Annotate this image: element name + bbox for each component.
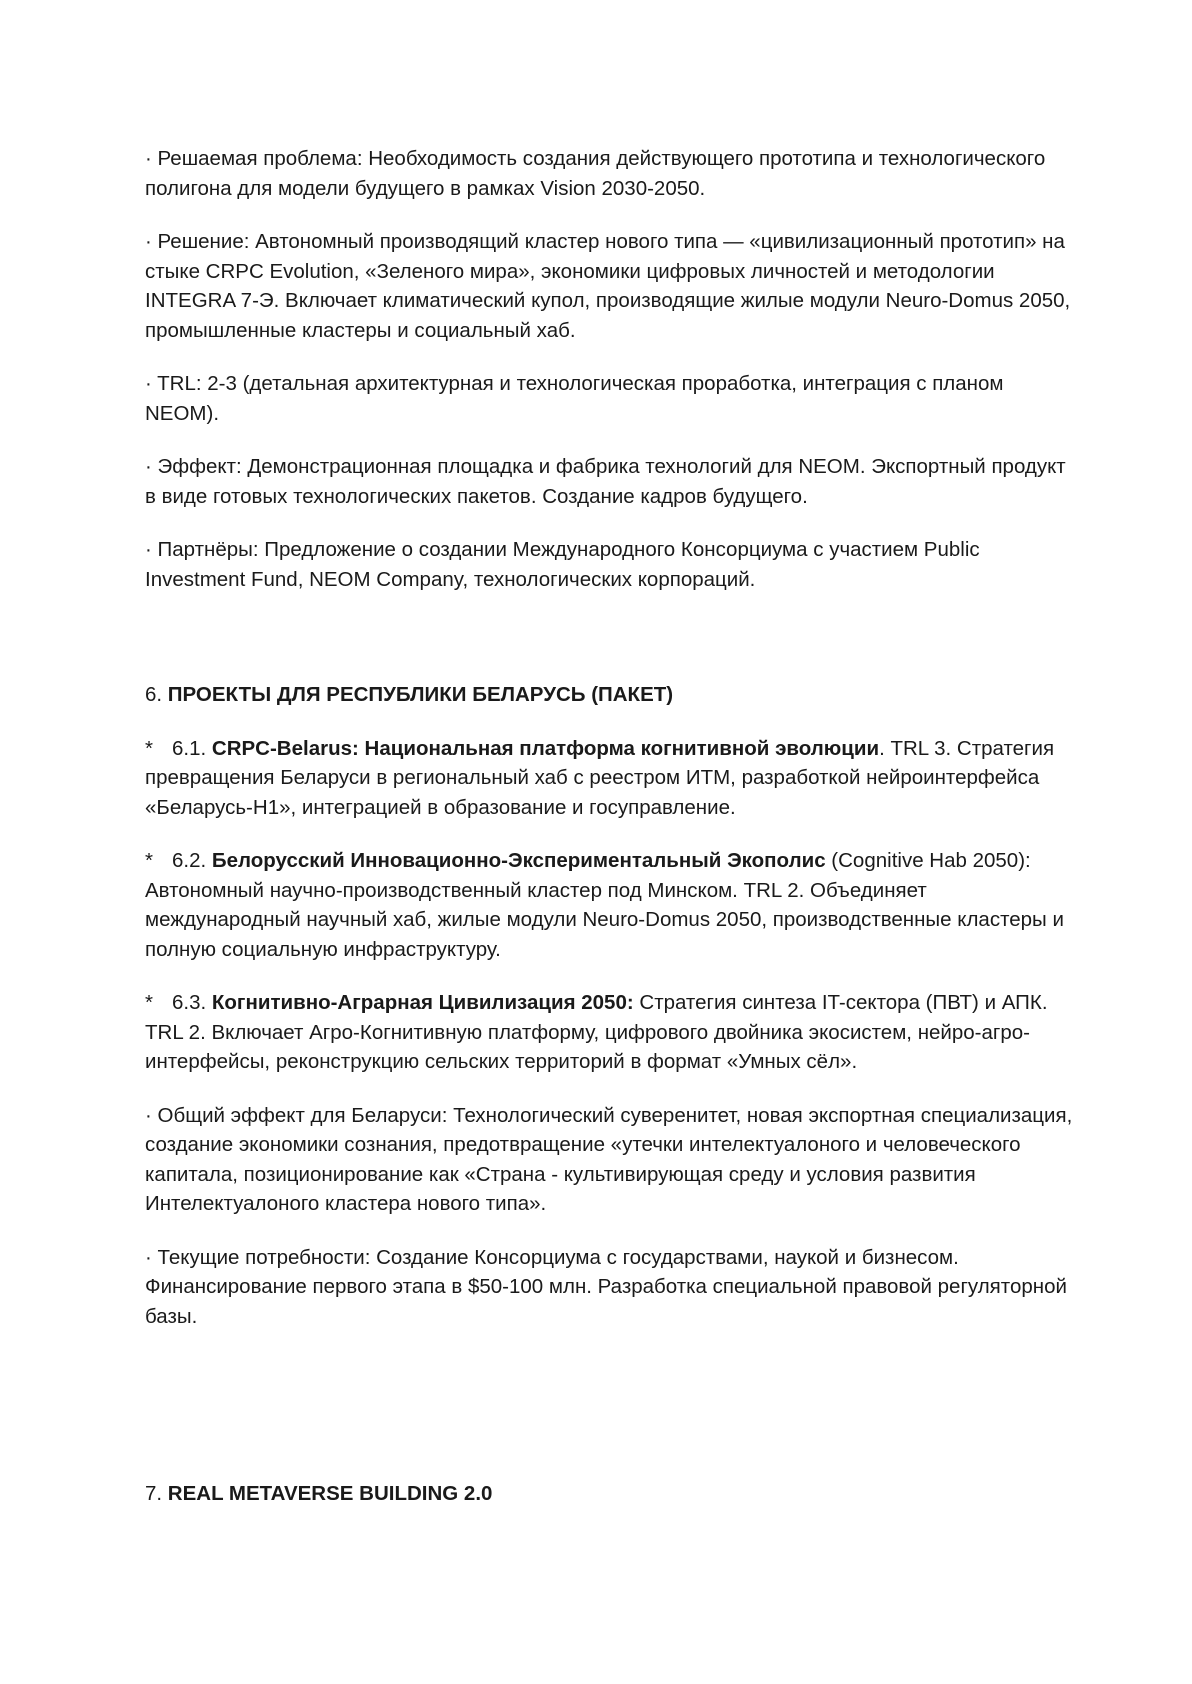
section-7-heading <box>145 1479 1080 1509</box>
partners-paragraph: · Партнёры: Предложение о создании Международного Консорциума с участием Public Investment Fund, NEOM Company, технологических корпораций. <box>145 538 980 591</box>
document-body <box>145 144 1080 1533</box>
list-item-6-2 <box>145 846 1080 964</box>
solution-paragraph: · Решение: Автономный производящий кластер нового типа — «цивилизационный прототип» на стыке CRPC Evolution, «Зеленого мира», экономики цифровых личностей и методологии INTEGRA 7-Э. Включает климатический купол, производящие жилые модули Neuro-Domus 2050, промышленные кластеры и социальный хаб. <box>145 230 1071 342</box>
common-effect-paragraph: · Общий эффект для Беларуси: Технологический суверенитет, новая экспортная специализация, создание экономики сознания, предотвращение «утечки интелектуалоного и человеческого капитала, позиционирование как «Страна - культивирующая среду и условия развития Интелектуалоного кластера нового типа». <box>145 1103 1073 1215</box>
item-number: 6.1. <box>172 736 212 760</box>
item-text: Стратегия синтеза IT-сектора (ПВТ) и АПК. TRL 2. Включает Агро-Когнитивную платформу, цифрового двойника экосистем, нейро-агро-интерфейсы, реконструкцию сельских территорий в формат «Умных сёл». <box>145 991 1048 1073</box>
item-number: 6.2. <box>172 849 212 872</box>
section-7-number: 7. <box>145 1482 168 1505</box>
item-number: 6.3. <box>172 991 212 1014</box>
list-item-6-3 <box>145 988 1080 1077</box>
section-6-heading <box>145 680 1080 710</box>
item-text: (Cognitive Hab 2050): Автономный научно-производственный кластер под Минском. TRL 2. Объединяет международный научный хаб, жилые модули Neuro-Domus 2050, производственные кластеры и полную социальную инфраструктуру. <box>145 849 1064 961</box>
item-title: Белорусский Инновационно-Экспериментальный Экополис <box>211 849 826 872</box>
section-7-title: REAL METAVERSE BUILDING 2.0 <box>167 1482 493 1505</box>
item-text: . TRL 3. Стратегия превращения Беларуси в региональный хаб с реестром ИТМ, разработкой нейроинтерфейса «Беларусь-Н1», интеграцией в образование и госуправление. <box>145 736 1055 819</box>
bullet-star: * <box>145 991 153 1014</box>
problem-paragraph: · Решаемая проблема: Необходимость создания действующего прототипа и технологического полигона для модели будущего в рамках Vision 2030-2050. <box>145 147 1046 200</box>
item-title: Когнитивно-Аграрная Цивилизация 2050: <box>211 991 634 1014</box>
current-needs-paragraph: · Текущие потребности: Создание Консорциума с государствами, наукой и бизнесом. Финансирование первого этапа в $50-100 млн. Разработка специальной правовой регуляторной базы. <box>145 1245 1067 1328</box>
spacer <box>145 618 1080 680</box>
section-6-title: ПРОЕКТЫ ДЛЯ РЕСПУБЛИКИ БЕЛАРУСЬ (ПАКЕТ) <box>167 683 674 706</box>
item-title: CRPC-Belarus: Национальная платформа когнитивной эволюции <box>211 736 880 760</box>
bullet-star: * <box>145 849 153 872</box>
list-item-6-1 <box>145 734 1080 823</box>
effect-paragraph: · Эффект: Демонстрационная площадка и фабрика технологий для NEOM. Экспортный продукт в виде готовых технологических пакетов. Создание кадров будущего. <box>145 455 1066 508</box>
bullet-star: * <box>145 736 153 760</box>
trl-paragraph: · TRL: 2-3 (детальная архитектурная и технологическая проработка, интеграция с планом NEOM). <box>145 372 1004 425</box>
section-6-number: 6. <box>145 683 168 706</box>
spacer <box>145 1355 1080 1479</box>
